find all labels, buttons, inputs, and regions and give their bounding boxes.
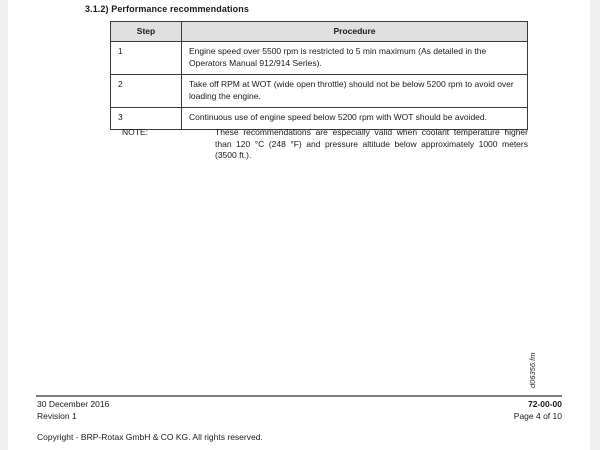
- procedure-cell: Continuous use of engine speed below 5200 rpm with WOT should be avoided.: [182, 108, 528, 130]
- note-text: These recommendations are especially valid when coolant temperature higher than 120 °C (248 °F) and pressure altitude below approximately 1000 meters (3500 ft.).: [215, 127, 528, 160]
- step-cell: 2: [111, 75, 182, 108]
- column-header-procedure: Procedure: [182, 22, 528, 42]
- document-filename-sidetext: d06356.fm: [528, 352, 537, 388]
- footer-page-number: Page 4 of 10: [513, 410, 562, 421]
- footer-left: [37, 399, 109, 422]
- footer-date: 30 December 2016: [37, 399, 110, 409]
- column-header-step: Step: [111, 22, 182, 42]
- footer-right: [514, 399, 562, 422]
- footer-doc-number: 72-00-00: [527, 399, 562, 409]
- table-row: [111, 108, 528, 130]
- table-row: [111, 75, 528, 108]
- table-header-row: [111, 22, 528, 42]
- table-row: [111, 42, 528, 75]
- step-cell: 3: [111, 108, 182, 130]
- section-heading: 3.1.2) Performance recommendations: [85, 4, 249, 14]
- copyright-line: Copyright - BRP-Rotax GmbH & CO KG. All rights reserved.: [37, 432, 263, 442]
- note-label: NOTE:: [122, 127, 148, 137]
- procedure-cell: Take off RPM at WOT (wide open throttle) should not be below 5200 rpm to avoid over loading the engine.: [182, 75, 528, 108]
- step-cell: 1: [111, 42, 182, 75]
- footer-revision: Revision 1: [37, 410, 77, 421]
- procedure-cell: Engine speed over 5500 rpm is restricted to 5 min maximum (As detailed in the Operators Manual 912/914 Series).: [182, 42, 528, 75]
- footer-divider: [36, 395, 562, 397]
- procedure-table: [110, 21, 528, 130]
